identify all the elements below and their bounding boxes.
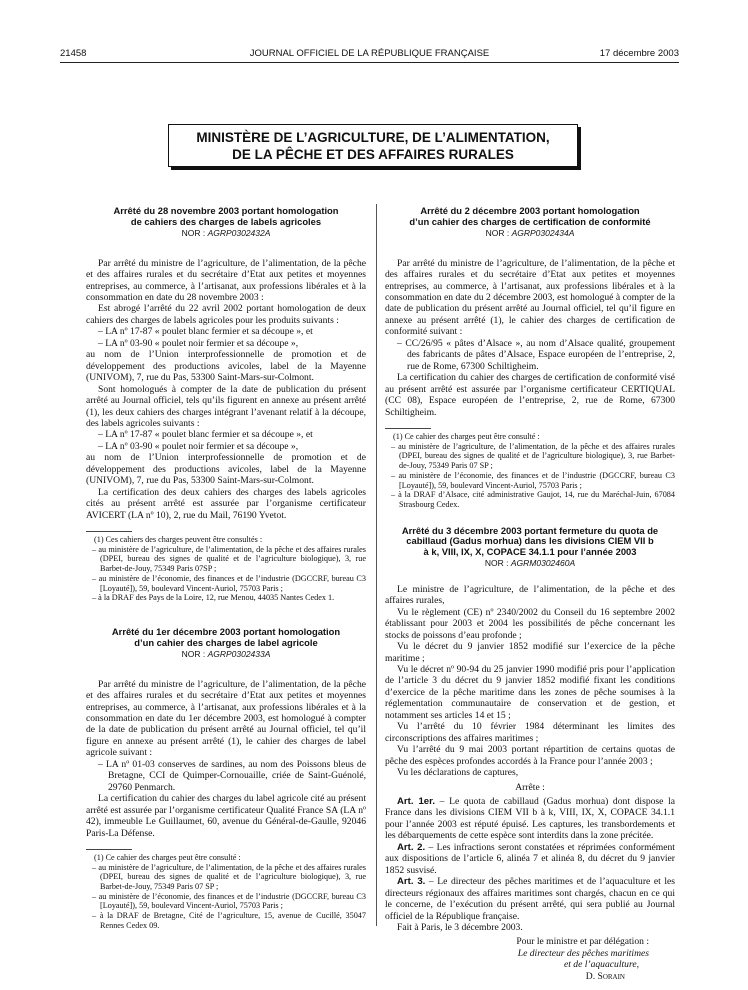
paragraph: Par arrêté du ministre de l’agriculture, de l’alimentation, de la pêche et des affaires rurales et du secrétaire d’Etat aux petites et moyennes entreprises, au commerce, à l’artisanat, aux professions libérales et à la consommation en date du 1er décembre 2003, est homologué à compter de la date de publication du présent arrêté au Journal officiel, tel qu’il figure en annexe au présent arrêté (1), le cahier des charges de label agricole suivant : (86, 678, 366, 759)
paragraph: Vu l’arrêté du 10 février 1984 déterminant les limites des circonscriptions des affaires maritimes ; (385, 721, 675, 744)
signature-line: Le directeur des pêches maritimes (517, 947, 649, 959)
nor-reference (86, 228, 366, 239)
paragraph: au nom de l’Union interprofessionnelle de promotion et de développement des productions avicoles, label de la Mayenne (UNIVOM), 7, rue du Pas, 53300 Saint-Mars-sur-Colmont. (86, 452, 366, 487)
title-line: de cahiers des charges de labels agricoles (130, 215, 322, 227)
footnote-item: – à la DRAF de Bretagne, Cité de l’agriculture, 15, avenue de Cucillé, 35047 Rennes Cedex 09. (92, 911, 366, 930)
paragraph: La certification des deux cahiers des charges des labels agricoles cités au présent arrêté est assurée par l’organisme certificateur AVICERT (LA nº 10), 2, rue du Mail, 76190 Yvetot. (86, 486, 366, 521)
article-label: Art. 2. (397, 841, 426, 853)
paragraph: Est abrogé l’arrêté du 22 avril 2002 portant homologation de deux cahiers des charges de labels agricoles pour les produits suivants : (86, 303, 366, 326)
title-line: Arrêté du 3 décembre 2003 portant fermeture du quota de (401, 524, 659, 536)
paragraph: Sont homologués à compter de la date de publication du présent arrêté au Journal officiel, tels qu’ils figurent en annexe au présent arrêté (1), les deux cahiers des charges intégrant l’avenant relatif à la découpe, des labels agricoles suivants : (86, 383, 366, 429)
footnote-intro: (1) Ce cahier des charges peut être consulté : (94, 852, 241, 862)
article-title (86, 206, 366, 227)
footnote-rule (385, 428, 431, 429)
article-title (86, 627, 366, 648)
article-text: – Le quota de cabillaud (Gadus morhua) dont dispose la France dans les divisions CIEM VII b à k, VIII, IX, X, COPACE 34.1.1 pour l’année 2003 est réputé épuisé. Les captures, les transbordements et les débarquements de cette espèce sont interdits dans la zone précitée. (385, 796, 676, 842)
paragraph: au nom de l’Union interprofessionnelle de promotion et de développement des productions avicoles, label de la Mayenne (UNIVOM), 7, rue du Pas, 53300 Saint-Mars-sur-Colmont. (86, 349, 366, 384)
ministry-line-2: DE LA PÊCHE ET DES AFFAIRES RURALES (232, 147, 514, 162)
arrete-1-dec (86, 627, 366, 931)
signature-line: et de l’aquaculture, (563, 959, 639, 971)
footnote-item: – au ministère de l’économie, des finances et de l’industrie (DGCCRF, bureau C3 [Loyauté]), 59, boulevard Vincent-Auriol, 75703 Paris ; (391, 470, 675, 490)
paragraph: La certification du cahier des charges du label agricole cité au présent arrêté est assurée par l’organisme certificateur Qualité France SA (LA nº 42), immeuble Le Guillaumet, 60, avenue du Général-de-Gaulle, 92046 Paris-La Défense. (86, 793, 366, 839)
list-item: – CC/26/95 « pâtes d’Alsace », au nom d’Alsace qualité, groupement des fabricants de pâtes d’Alsace, Espace européen de l’entreprise, 2, rue de Rome, 67300 Schiltigheim. (397, 337, 675, 372)
journal-title: JOURNAL OFFICIEL DE LA RÉPUBLIQUE FRANÇAISE (249, 48, 490, 59)
left-column (86, 206, 366, 931)
footnote (86, 853, 366, 931)
title-line: Arrêté du 2 décembre 2003 portant homologation (420, 205, 640, 216)
list-item: – LA nº 01-03 conserves de sardines, au nom des Poissons bleus de Bretagne, CCI de Quimper-Cornouaille, criée de Saint-Guénolé, 29760 Penmarch. (98, 758, 366, 793)
arrete-2-dec (385, 206, 675, 510)
footnote-rule (86, 849, 132, 850)
right-column (385, 206, 675, 982)
paragraph: Vu le décret nº 90-94 du 25 janvier 1990 modifié pris pour l’application de l’article 3 du décret du 9 janvier 1852 modifié fixant les conditions d’exercice de la pêche maritime dans les zones de pêche soumises à la réglementation communautaire de conservation et de gestion, et notamment ses articles 14 et 15 ; (385, 664, 675, 721)
page-header (60, 48, 679, 62)
title-line: d’un cahier des charges de certification de conformité (409, 215, 651, 227)
article-3 (385, 876, 675, 922)
footnote (86, 535, 366, 603)
article-1 (385, 796, 675, 842)
nor-code: AGRP0302434A (511, 228, 575, 239)
ministry-box (168, 124, 578, 167)
nor-code: AGRM0302460A (510, 558, 576, 569)
article-title (385, 206, 675, 227)
footnote-intro: (1) Ce cahier des charges peut être consulté : (393, 431, 540, 441)
column-separator (376, 204, 377, 926)
nor-reference (385, 228, 675, 239)
header-rule (60, 62, 679, 63)
article-2 (385, 842, 675, 876)
footnote-item: – au ministère de l’agriculture, de l’alimentation, de la pêche et des affaires rurales (DPEI, bureau des signes de qualité et de l’agriculture biologique), 3, rue Barbet-de-Jouy, 75349 Paris 07SP ; (92, 544, 366, 574)
paragraph: Vu les déclarations de captures, (397, 767, 519, 779)
ministry-line-1: MINISTÈRE DE L’AGRICULTURE, DE L’ALIMENTATION, (196, 130, 550, 145)
nor-code: AGRP0302432A (207, 228, 271, 239)
footnote-item: – à la DRAF des Pays de la Loire, 12, rue Menou, 44035 Nantes Cedex 1. (92, 593, 335, 603)
nor-label: NOR : (181, 228, 206, 239)
arrete-heading: Arrête : (515, 781, 545, 793)
article-text: – Le directeur des pêches maritimes et de l’aquaculture et les directeurs régionaux des affaires maritimes sont chargés, chacun en ce qui le concerne, de l’exécution du présent arrêté, qui sera publié au Journal officiel de la République française. (385, 876, 675, 922)
paragraph: Par arrêté du ministre de l’agriculture, de l’alimentation, de la pêche et des affaires rurales et du secrétaire d’Etat aux petites et moyennes entreprises, au commerce, à l’artisanat, aux professions libérales et à la consommation en date du 28 novembre 2003 : (86, 257, 366, 303)
paragraph: Vu l’arrêté du 9 mai 2003 portant répartition de certains quotas de pêche des espèces profondes accordés à la France pour l’année 2003 ; (385, 744, 675, 767)
title-line: d’un cahier des charges de label agricole (134, 636, 318, 648)
nor-reference (86, 649, 366, 660)
title-line: Arrêté du 1er décembre 2003 portant homologation (111, 625, 341, 637)
page-number: 21458 (60, 48, 87, 59)
list-item: – LA nº 03-90 « poulet noir fermier et sa découpe », (98, 440, 299, 452)
title-line: à k, VIII, IX, X, COPACE 34.1.1 pour l’année 2003 (423, 545, 637, 557)
footnote-item: – à la DRAF d’Alsace, cité administrative Gaujot, 14, rue du Maréchal-Juin, 67084 Strasbourg Cedex. (391, 490, 675, 509)
list-item: – LA nº 03-90 « poulet noir fermier et sa découpe », (98, 337, 299, 349)
issue-date: 17 décembre 2003 (599, 48, 679, 59)
footnote-item: – au ministère de l’agriculture, de l’alimentation, de la pêche et des affaires rurales (DPEI, bureau des signes de qualité et de l’agriculture biologique), 3, rue Barbet-de-Jouy, 75349 Paris 07 SP ; (92, 862, 366, 892)
article-text: – Les infractions seront constatées et réprimées conformément aux dispositions de l’article 6, alinéa 7 et alinéa 8, du décret du 9 janvier 1852 susvisé. (385, 841, 675, 876)
footnote-item: – au ministère de l’agriculture, de l’alimentation, de la pêche et des affaires rurales (DPEI, bureau des signes de qualité et de l’agriculture biologique), 3, rue Barbet-de-Jouy, 75349 Paris 07 SP ; (391, 441, 675, 471)
paragraph: Vu le règlement (CE) nº 2340/2002 du Conseil du 16 septembre 2002 établissant pour 2003 et 2004 les possibilités de pêche concernant les stocks de poissons d’eau profonde ; (385, 606, 675, 641)
footnote-item: – au ministère de l’économie, des finances et de l’industrie (DGCCRF, bureau C3 [Loyauté]), 59, boulevard Vincent-Auriol, 75703 Paris ; (92, 891, 366, 911)
list-item: – LA nº 17-87 « poulet blanc fermier et sa découpe », et (98, 326, 313, 338)
arrete-28-nov (86, 206, 366, 603)
footnote-item: – au ministère de l’économie, des finances et de l’industrie (DGCCRF, bureau C3 [Loyauté]), 59, boulevard Vincent-Auriol, 75703 Paris ; (92, 573, 366, 593)
article-label: Art. 3. (397, 876, 426, 888)
paragraph: Vu le décret du 9 janvier 1852 modifié sur l’exercice de la pêche maritime ; (385, 641, 675, 664)
footnote-rule (86, 531, 132, 532)
title-line: cabillaud (Gadus morhua) dans les divisions CIEM VII b (406, 535, 654, 547)
paragraph: Le ministre de l’agriculture, de l’alimentation, de la pêche et des affaires rurales, (385, 583, 675, 607)
nor-label: NOR : (181, 649, 206, 660)
paragraph: La certification du cahier des charges de certification de conformité visé au présent arrêté est assurée par l’organisme certificateur CERTIQUAL (CC 08), Espace européen de l’entreprise, 2, rue de Rome, 67300 Schiltigheim. (385, 372, 675, 418)
arrete-3-dec (385, 526, 675, 983)
paragraph: Par arrêté du ministre de l’agriculture, de l’alimentation, de la pêche et des affaires rurales et du secrétaire d’Etat aux petites et moyennes entreprises, au commerce, à l’artisanat, aux professions libérales et à la consommation en date du 2 décembre 2003, est homologué à compter de la date de publication du présent arrêté au Journal officiel, tel qu’il figure en annexe au présent arrêté (1), le cahier des charges de certification de conformité suivant : (385, 257, 675, 338)
done-at: Fait à Paris, le 3 décembre 2003. (397, 921, 523, 933)
nor-label: NOR : (485, 228, 510, 239)
article-label: Art. 1er. (397, 796, 435, 807)
article-title (385, 526, 675, 558)
nor-label: NOR : (484, 558, 509, 569)
nor-code: AGRP0302433A (207, 649, 271, 660)
signatory-name: D. Sorain (585, 970, 625, 982)
footnote-intro: (1) Ces cahiers des charges peuvent être consultés : (94, 535, 263, 545)
footnote (385, 432, 675, 510)
nor-reference (385, 558, 675, 569)
list-item: – LA nº 17-87 « poulet blanc fermier et sa découpe », et (98, 429, 313, 441)
title-line: Arrêté du 28 novembre 2003 portant homologation (113, 205, 339, 216)
signature-line: Pour le ministre et par délégation : (516, 936, 649, 948)
